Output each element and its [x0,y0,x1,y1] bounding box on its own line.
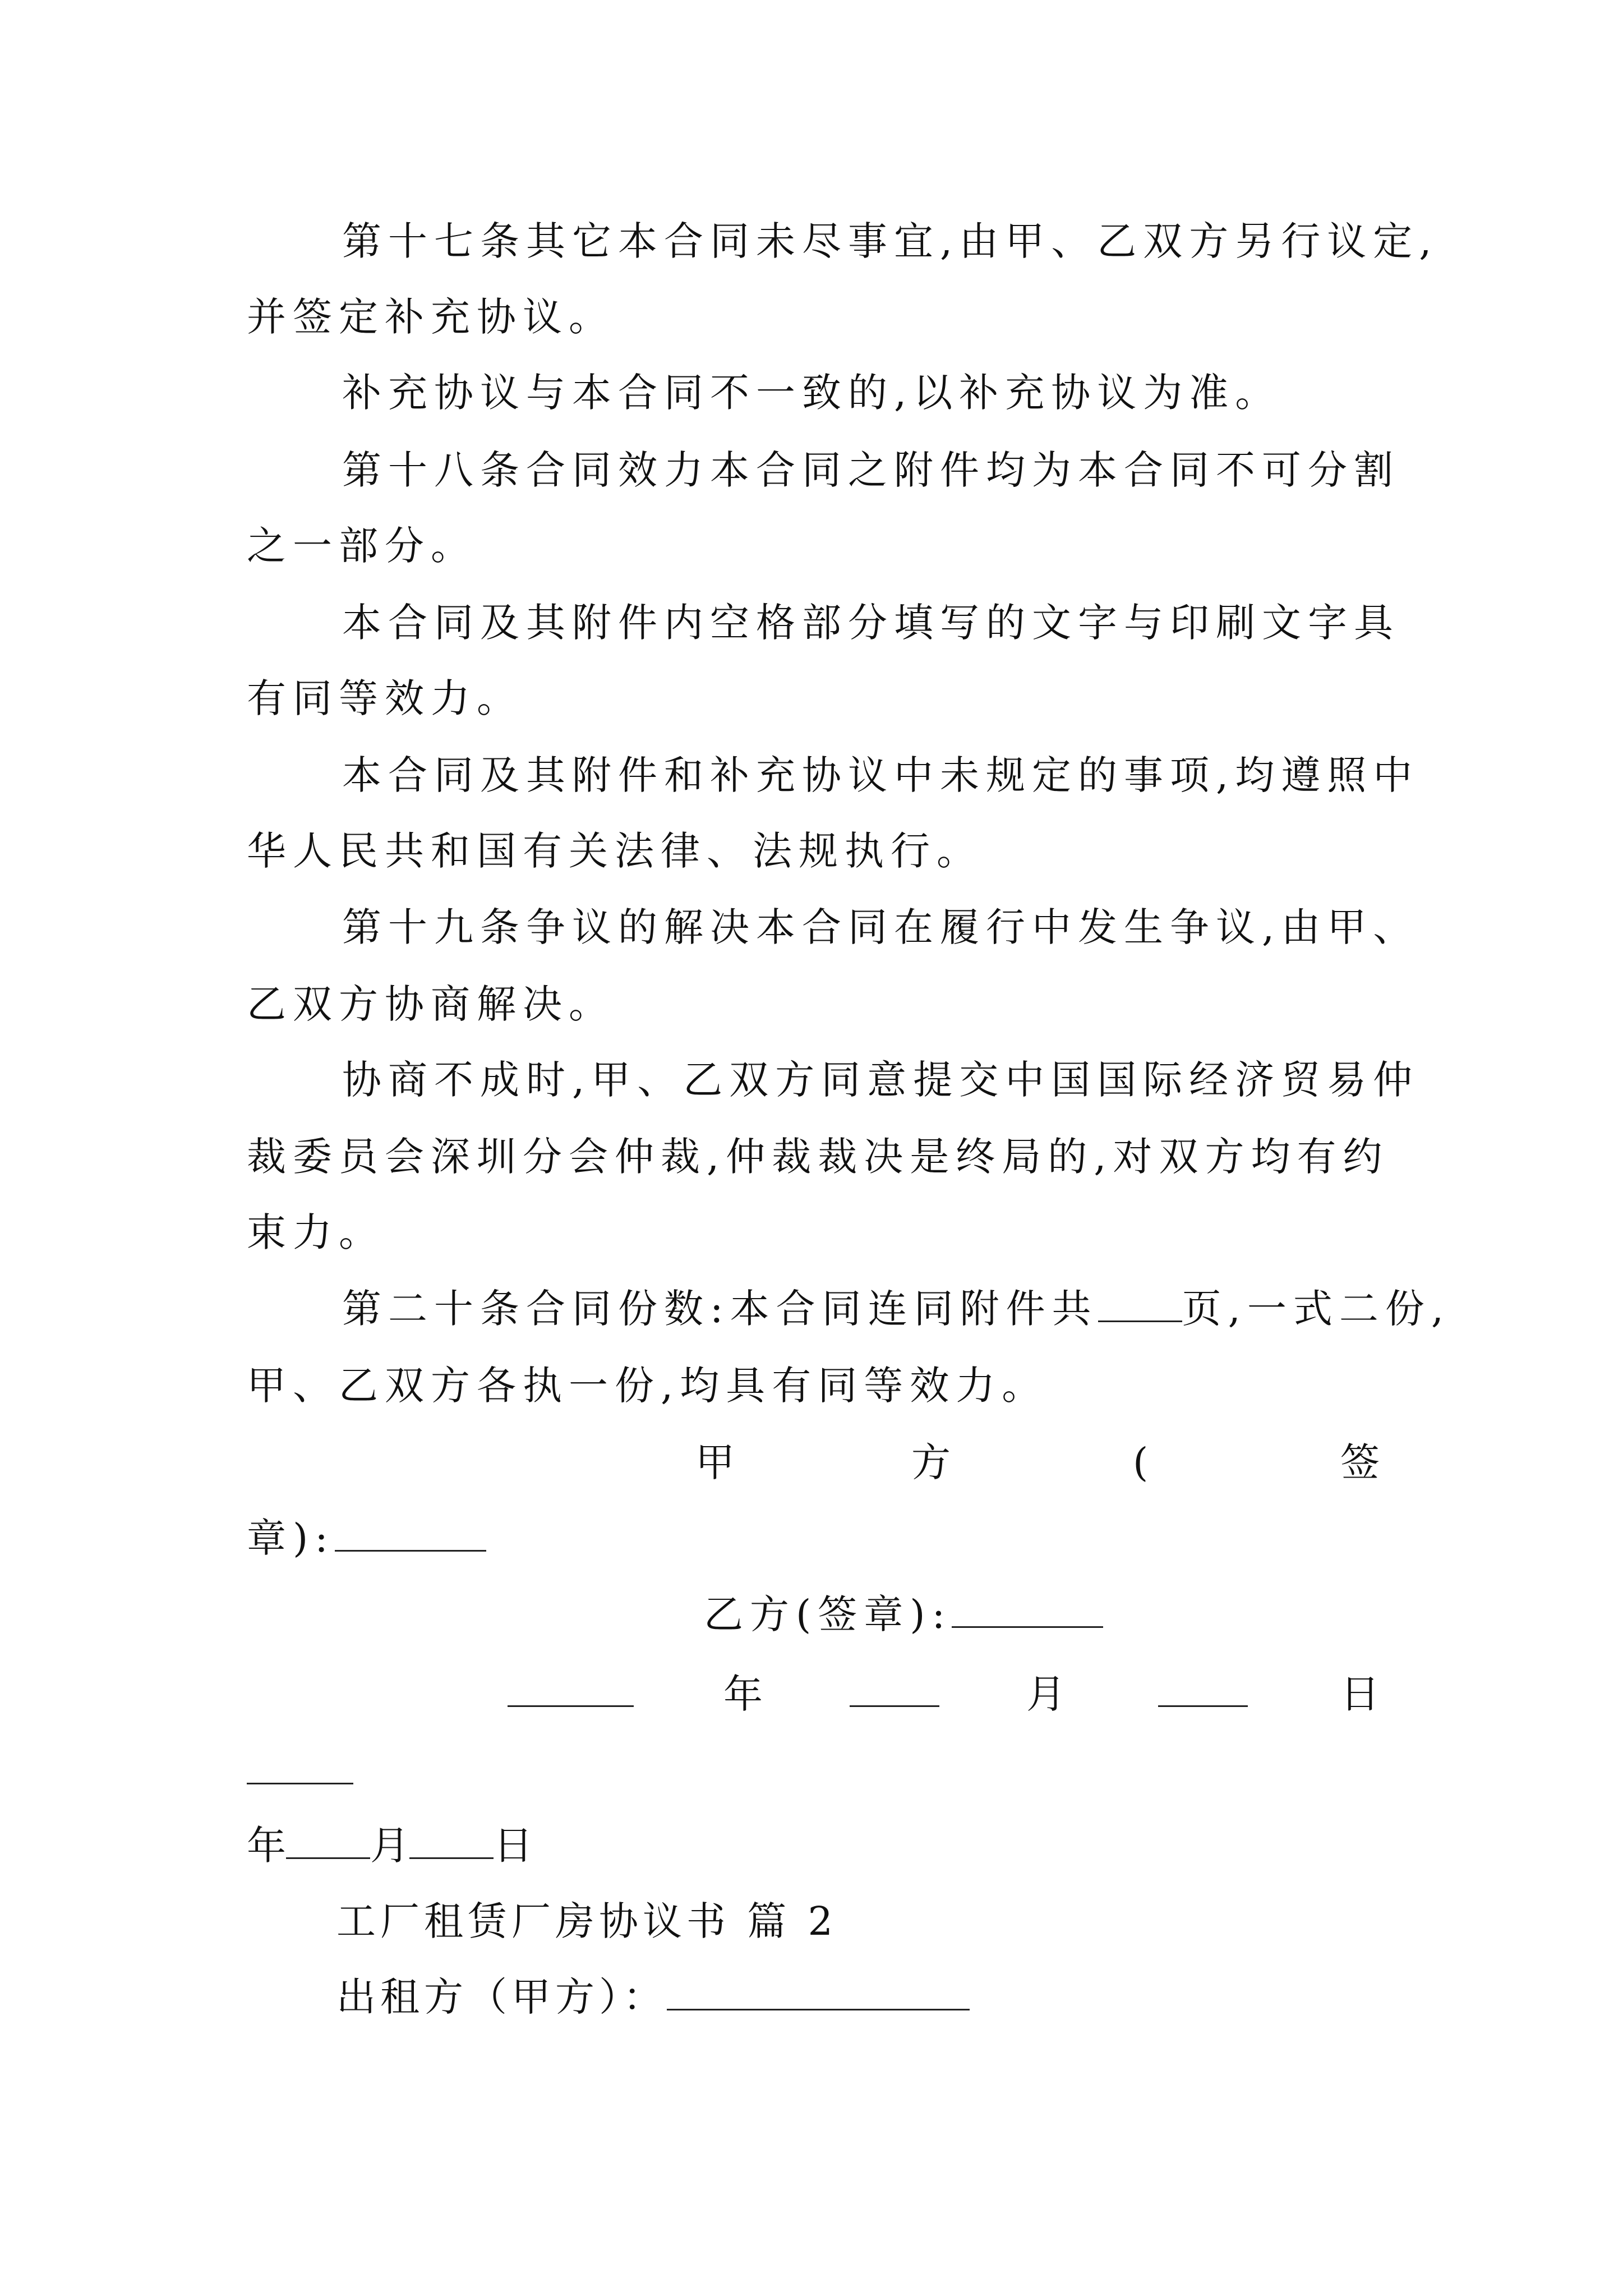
date-char: 月 [1026,1671,1066,1717]
month-blank[interactable] [850,1705,939,1707]
party-a-char: 签 [1340,1439,1380,1485]
year-blank[interactable] [508,1705,634,1707]
day-blank[interactable] [1158,1705,1248,1707]
paragraph-line: 之一部分。 [247,523,477,569]
paragraph-line: 协商不成时,甲、乙双方同意提交中国国际经济贸易仲 [342,1057,1419,1103]
party-a-label: 章): [247,1515,335,1561]
party-b-label: 乙方(签章): [704,1591,952,1637]
paragraph-line: 并签定补充协议。 [247,294,615,340]
page-count-blank[interactable] [1098,1287,1182,1322]
party-a-char: 方 [911,1439,951,1485]
lessor-line [336,1972,970,2022]
year-blank-continued[interactable] [247,1783,353,1784]
paragraph-line: 本合同及其附件和补充协议中未规定的事项,均遵照中 [342,752,1419,798]
party-b-signature-blank[interactable] [952,1593,1103,1628]
party-a-char: 甲 [695,1439,735,1485]
party-a-char: ( [1133,1439,1149,1485]
paragraph-line: 有同等效力。 [247,675,523,721]
date-line-2 [247,1820,533,1871]
date2-month: 月 [370,1823,409,1869]
section-title: 工厂租赁厂房协议书 篇 2 [336,1898,838,1944]
paragraph-line: 甲、乙双方各执一份,均具有同等效力。 [247,1363,1048,1409]
paragraph-line: 裁委员会深圳分会仲裁,仲裁裁决是终局的,对双方均有约 [247,1134,1389,1180]
paragraph-line: 第十九条争议的解决本合同在履行中发生争议,由甲、 [342,904,1419,950]
paragraph-line: 第十七条其它本合同未尽事宜,由甲、乙双方另行议定, [342,218,1438,264]
date2-year: 年 [247,1823,286,1869]
paragraph-line: 第十八条合同效力本合同之附件均为本合同不可分割 [342,447,1400,493]
lessor-label: 出租方（甲方）： [336,1974,667,2020]
party-a-signature-blank[interactable] [335,1516,486,1552]
day-blank-2[interactable] [409,1824,494,1859]
paragraph-line: 本合同及其附件内空格部分填写的文字与印刷文字具 [342,600,1400,646]
date-char: 年 [723,1671,763,1717]
party-b-line [704,1589,1103,1640]
clause-20-line [342,1283,1450,1334]
paragraph-line: 束力。 [247,1209,385,1255]
clause-20-text-after: 页,一式二份, [1182,1286,1451,1332]
paragraph-line: 补充协议与本合同不一致的,以补充协议为准。 [342,370,1281,416]
clause-20-text: 第二十条合同份数:本合同连同附件共 [342,1286,1098,1332]
paragraph-line: 华人民共和国有关法律、法规执行。 [247,828,983,874]
date-char: 日 [1340,1671,1380,1717]
lessor-name-blank[interactable] [667,1975,970,2010]
date2-day: 日 [494,1823,533,1869]
party-a-line2 [247,1513,486,1563]
paragraph-line: 乙双方协商解决。 [247,981,615,1027]
month-blank-2[interactable] [286,1824,370,1859]
